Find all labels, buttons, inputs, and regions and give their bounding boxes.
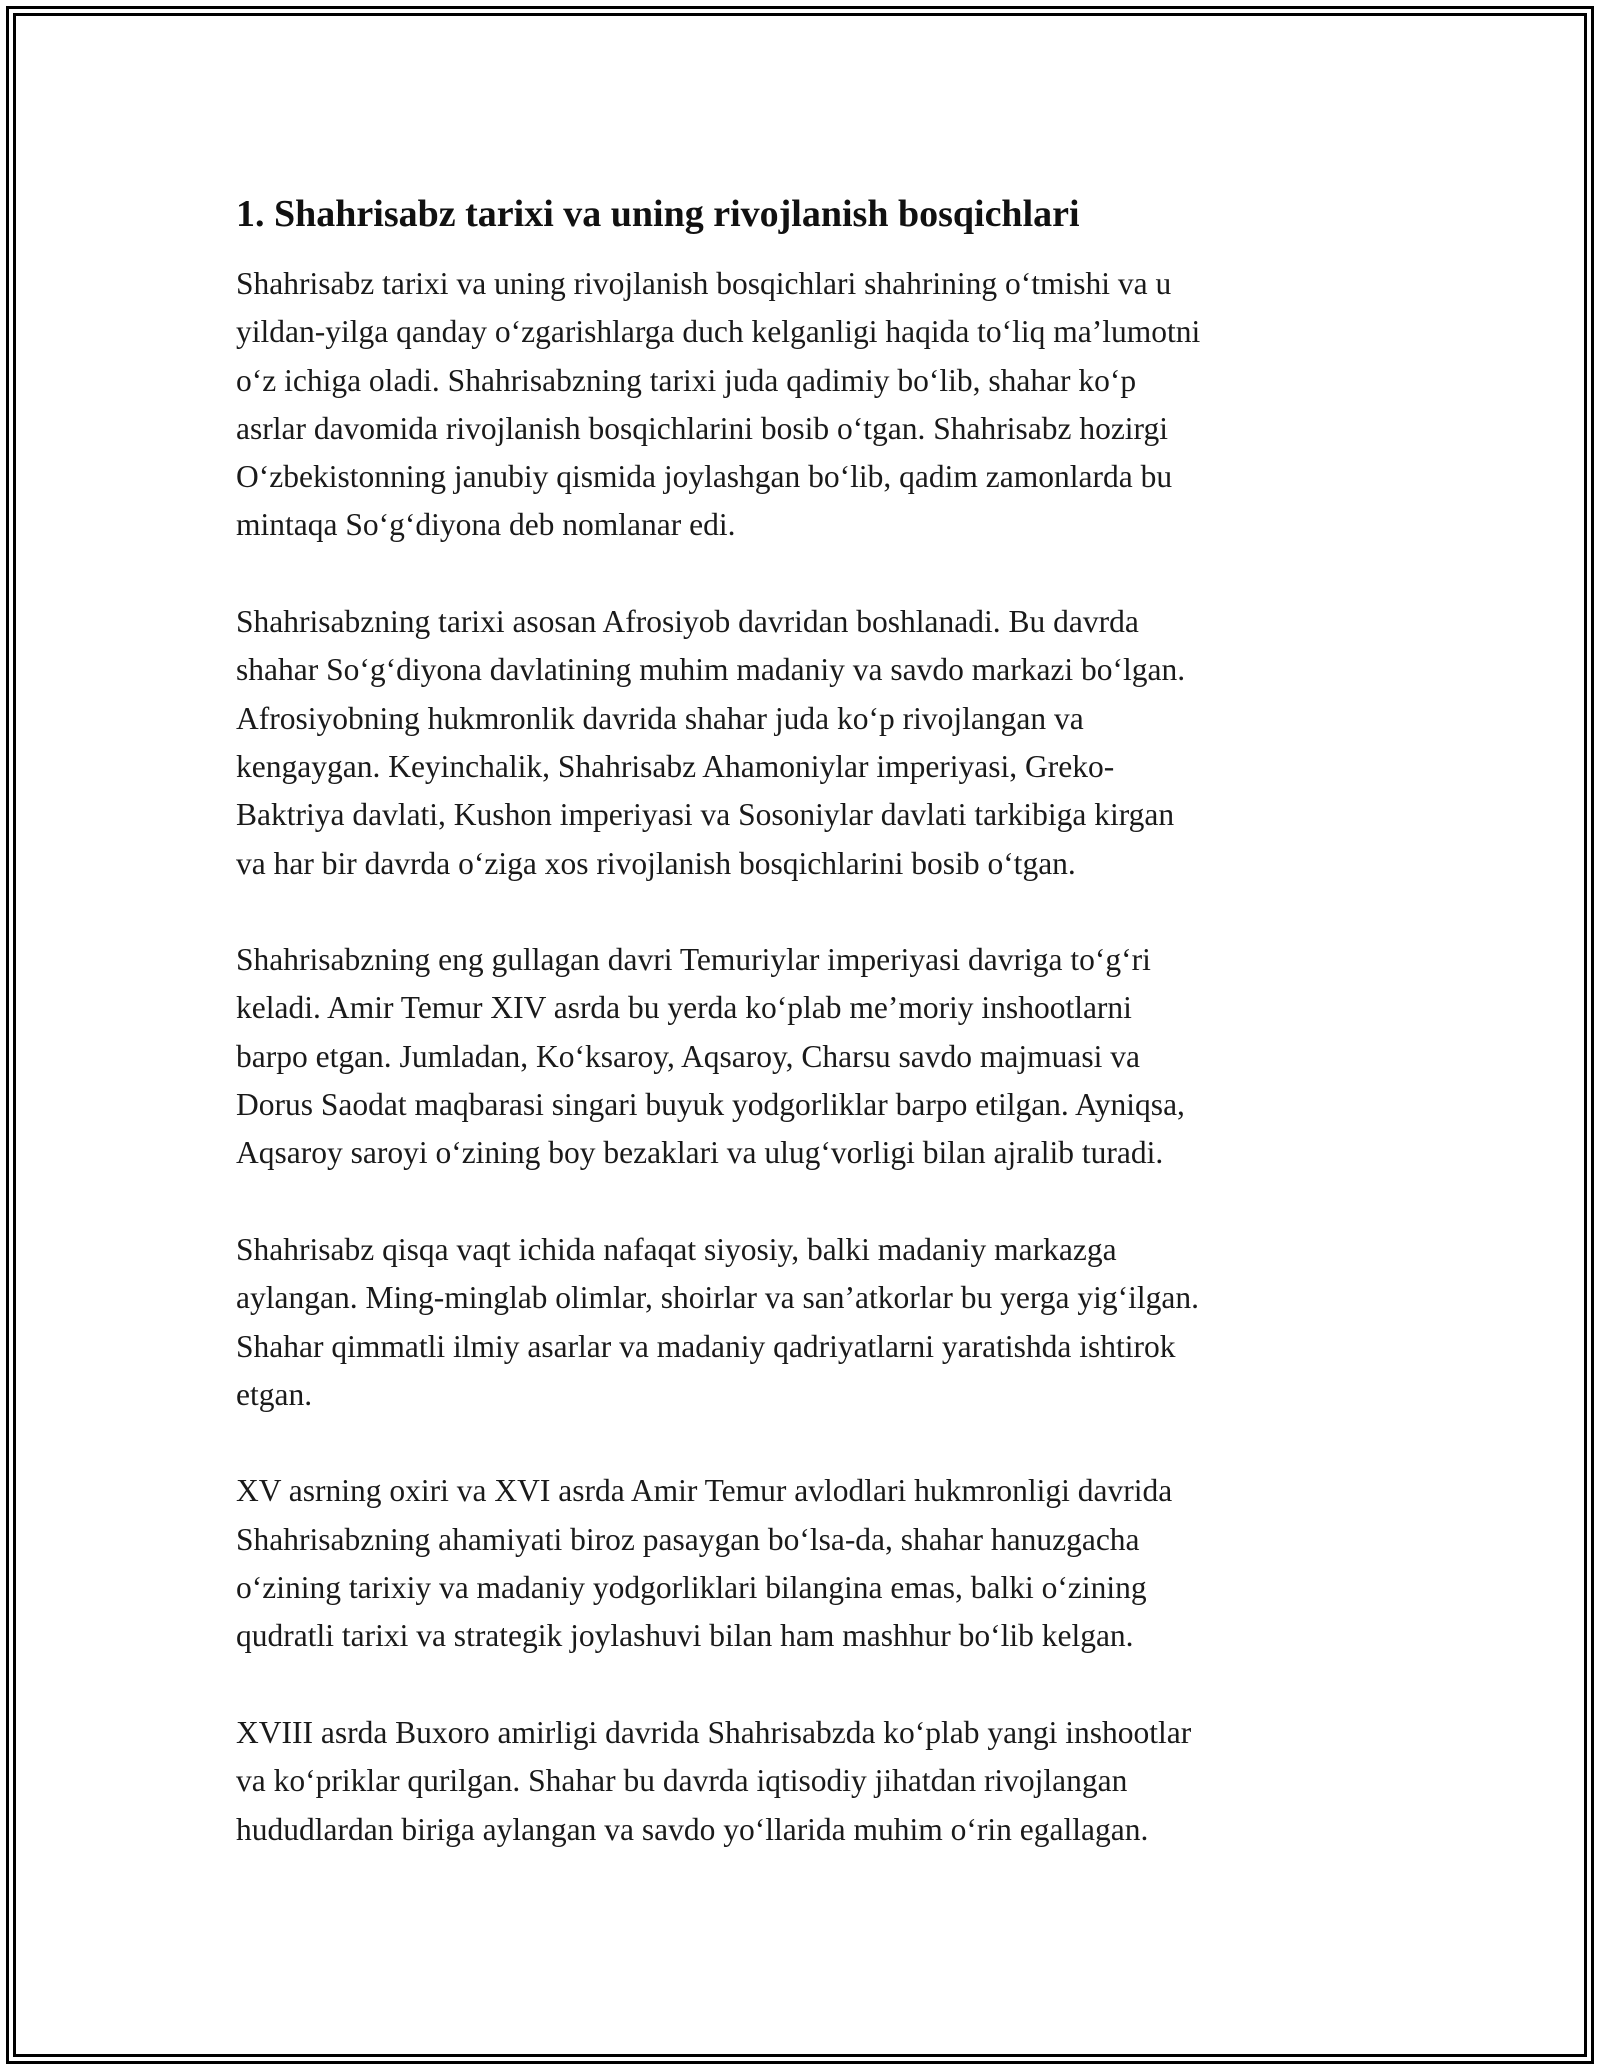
text-line: aylangan. Ming-minglab olimlar, shoirlar va san’atkorlar bu yerga yig‘ilgan.	[236, 1280, 1200, 1316]
paragraph-5	[236, 1467, 1376, 1660]
text-line: XVIII asrda Buxoro amirligi davrida Shahrisabzda ko‘plab yangi inshootlar	[236, 1714, 1192, 1750]
paragraph-4	[236, 1226, 1376, 1419]
paragraph-2	[236, 598, 1376, 888]
text-line: mintaqa So‘g‘diyona deb nomlanar edi.	[236, 507, 736, 543]
text-line: asrlar davomida rivojlanish bosqichlarini bosib o‘tgan. Shahrisabz hozirgi	[236, 410, 1168, 446]
text-line: va ko‘priklar qurilgan. Shahar bu davrda iqtisodiy jihatdan rivojlangan	[236, 1763, 1128, 1799]
paragraph-1	[236, 260, 1376, 550]
text-line: hududlardan biriga aylangan va savdo yo‘llarida muhim o‘rin egallagan.	[236, 1811, 1149, 1847]
section-title: 1. Shahrisabz tarixi va uning rivojlanish bosqichlari	[236, 193, 1080, 235]
paragraph-3	[236, 936, 1376, 1177]
text-line: Aqsaroy saroyi o‘zining boy bezaklari va ulug‘vorligi bilan ajralib turadi.	[236, 1135, 1164, 1171]
text-line: XV asrning oxiri va XVI asrda Amir Temur avlodlari hukmronligi davrida	[236, 1473, 1173, 1509]
text-line: barpo etgan. Jumladan, Ko‘ksaroy, Aqsaroy, Charsu savdo majmuasi va	[236, 1038, 1140, 1074]
text-line: Shahrisabz tarixi va uning rivojlanish bosqichlari shahrining o‘tmishi va u	[236, 266, 1172, 301]
text-line: Shahrisabz qisqa vaqt ichida nafaqat siyosiy, balki madaniy markazga	[236, 1231, 1117, 1267]
text-line: yildan-yilga qanday o‘zgarishlarga duch kelganligi haqida to‘liq ma’lumotni	[236, 314, 1201, 350]
document-body	[236, 188, 1376, 1854]
text-line: Baktriya davlati, Kushon imperiyasi va Sosoniylar davlati tarkibiga kirgan	[236, 797, 1175, 833]
paragraph-6	[236, 1709, 1376, 1854]
text-line: Shahar qimmatli ilmiy asarlar va madaniy qadriyatlarni yaratishda ishtirok	[236, 1328, 1176, 1364]
text-line: qudratli tarixi va strategik joylashuvi bilan ham mashhur bo‘lib kelgan.	[236, 1618, 1134, 1654]
text-line: keladi. Amir Temur XIV asrda bu yerda ko‘plab me’moriy inshootlarni	[236, 990, 1132, 1026]
text-line: o‘zining tarixiy va madaniy yodgorliklari bilangina emas, balki o‘zining	[236, 1570, 1147, 1606]
text-line: etgan.	[236, 1376, 313, 1412]
text-line: Shahrisabzning tarixi asosan Afrosiyob davridan boshlanadi. Bu davrda	[236, 604, 1139, 640]
text-line: Dorus Saodat maqbarasi singari buyuk yodgorliklar barpo etilgan. Ayniqsa,	[236, 1087, 1185, 1123]
text-line: Afrosiyobning hukmronlik davrida shahar juda ko‘p rivojlangan va	[236, 700, 1084, 736]
text-line: Shahrisabzning ahamiyati biroz pasaygan bo‘lsa-da, shahar hanuzgacha	[236, 1521, 1140, 1557]
text-line: kengaygan. Keyinchalik, Shahrisabz Ahamoniylar imperiyasi, Greko-	[236, 748, 1115, 784]
text-line: va har bir davrda o‘ziga xos rivojlanish bosqichlarini bosib o‘tgan.	[236, 845, 1076, 881]
text-line: o‘z ichiga oladi. Shahrisabzning tarixi juda qadimiy bo‘lib, shahar ko‘p	[236, 362, 1137, 398]
text-line: O‘zbekistonning janubiy qismida joylashgan bo‘lib, qadim zamonlarda bu	[236, 459, 1173, 495]
text-line: Shahrisabzning eng gullagan davri Temuriylar imperiyasi davriga to‘g‘ri	[236, 942, 1151, 978]
text-line: shahar So‘g‘diyona davlatining muhim madaniy va savdo markazi bo‘lgan.	[236, 652, 1186, 688]
